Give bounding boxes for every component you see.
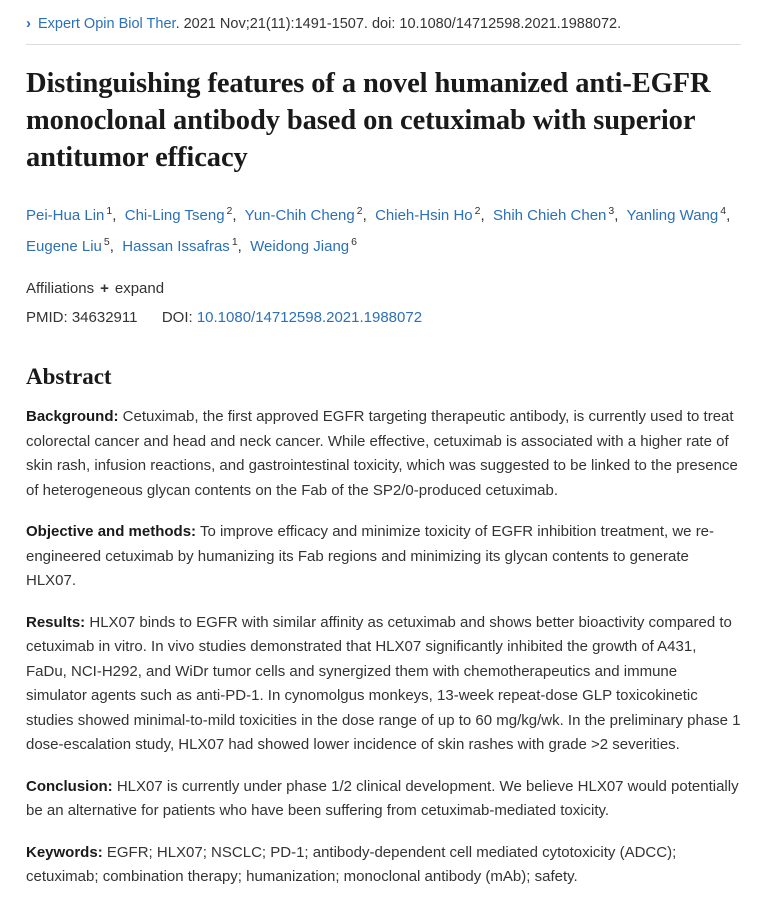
author-item: Pei-Hua Lin $^1$, [26,205,121,224]
author-affiliation-marker: 2 [356,205,363,217]
section-text: HLX07 binds to EGFR with similar affinity as cetuximab and shows better bioactivity compared to cetuximab in vitro. In vivo studies demonstrated that HLX07 significantly inhibited the growth of A431, FaDu, NCI-H292, and WiDr tumor cells and synergized them with chemotherapeutics and immune simulator agents such as anti-PD-1. In cynomolgus monkeys, 13-week repeat-dose GLP toxicokinetic studies showed minimal-to-mild toxicities in the dose range of up to 60 mg/kg/wk. In the preliminary phase 1 dose-escalation study, HLX07 had showed lower incidence of skin rashes with grade >2 severities. [26,613,741,753]
affiliations-row [26,278,741,300]
citation-text [38,14,621,34]
section-label: Background: [26,408,119,425]
section-label: Conclusion: [26,777,113,795]
pmid-value: 34632911 [71,309,138,326]
author-item: Shih Chieh Chen $^3$, [492,205,623,224]
abstract-section [26,405,741,503]
expand-label: expand [114,280,165,297]
author-item: Chi-Ling Tseng $^2$, [124,205,241,224]
author-affiliation-marker: 4 [720,205,727,217]
page-title: Distinguishing features of a novel humanized anti-EGFR monoclonal antibody based on cetuximab with superior antitumor efficacy [26,68,711,173]
journal-name-link[interactable]: Expert Opin Biol Ther [38,16,176,32]
author-link[interactable]: Hassan Issafras [122,238,230,255]
affiliations-expand-button[interactable] [26,278,164,300]
abstract-heading: Abstract [26,364,112,389]
abstract-section [26,775,741,824]
section-text: EGFR; HLX07; NSCLC; PD-1; antibody-dependent cell mediated cytotoxicity (ADCC); cetuximab; combination therapy; humanization; monoclonal antibody (mAb); safety. [26,843,677,885]
author-affiliation-marker: 5 [103,236,110,248]
section-label: Keywords: [26,843,103,861]
section-text: Cetuximab, the first approved EGFR targeting therapeutic antibody, is currently used to treat colorectal cancer and head and neck cancer. While effective, cetuximab is associated with a higher rate of skin rash, infusion reactions, and gastrointestinal toxicity, which was suggested to be linked to the presence of heterogeneous glycan contents on the Fab of the SP2/0-produced cetuximab. [26,408,738,499]
section-text: HLX07 is currently under phase 1/2 clinical development. We believe HLX07 would potentially be an alternative for patients who have been suffering from cetuximab-mediated toxicity. [26,777,739,819]
author-link[interactable]: Yanling Wang [626,207,719,224]
abstract-section [26,520,741,594]
author-affiliation-marker: 2 [226,205,233,217]
author-link[interactable]: Chi-Ling Tseng [124,207,225,224]
author-link[interactable]: Yun-Chih Cheng [244,207,355,224]
author-affiliation-marker: 1 [231,236,238,248]
abstract-section [26,611,741,758]
author-link[interactable]: Weidong Jiang [250,238,350,255]
author-affiliation-marker: 6 [351,236,357,248]
author-affiliation-marker: 1 [106,205,113,217]
author-list [26,198,741,260]
author-link[interactable]: Eugene Liu [26,238,102,255]
author-link[interactable]: Pei-Hua Lin [26,207,105,224]
chevron-right-icon[interactable]: › [26,15,31,32]
author-item: Yanling Wang $^4$, [626,205,735,224]
header-divider [26,44,741,45]
keywords-section [26,841,741,890]
author-item: Hassan Issafras $^1$, [122,236,246,255]
author-item: Eugene Liu $^5$, [26,236,119,255]
citation-details: . 2021 Nov;21(11):1491-1507. doi: 10.1080/14712598.2021.1988072. [175,16,622,32]
author-link[interactable]: Chieh-Hsin Ho [375,207,473,224]
identifiers-row [26,307,741,329]
section-label: Results: [26,613,86,631]
citation-line [26,14,741,44]
author-affiliation-marker: 2 [474,205,481,217]
section-label: Objective and methods: [26,523,197,540]
author-link[interactable]: Shih Chieh Chen [492,207,607,224]
pmid-label: PMID: [26,309,68,326]
author-item [250,238,357,255]
author-affiliation-marker: 3 [608,205,615,217]
doi-link[interactable]: 10.1080/14712598.2021.1988072 [196,309,423,326]
author-item: Chieh-Hsin Ho $^2$, [375,205,489,224]
author-item: Yun-Chih Cheng $^2$, [244,205,371,224]
affiliations-label: Affiliations [26,280,95,297]
plus-icon: + [100,280,109,297]
abstract-body [26,405,741,890]
doi-label: DOI: [161,309,193,326]
section-text: To improve efficacy and minimize toxicity of EGFR inhibition treatment, we re-engineered cetuximab by humanizing its Fab regions and minimizing its glycan contents to generate HLX07. [26,523,715,589]
